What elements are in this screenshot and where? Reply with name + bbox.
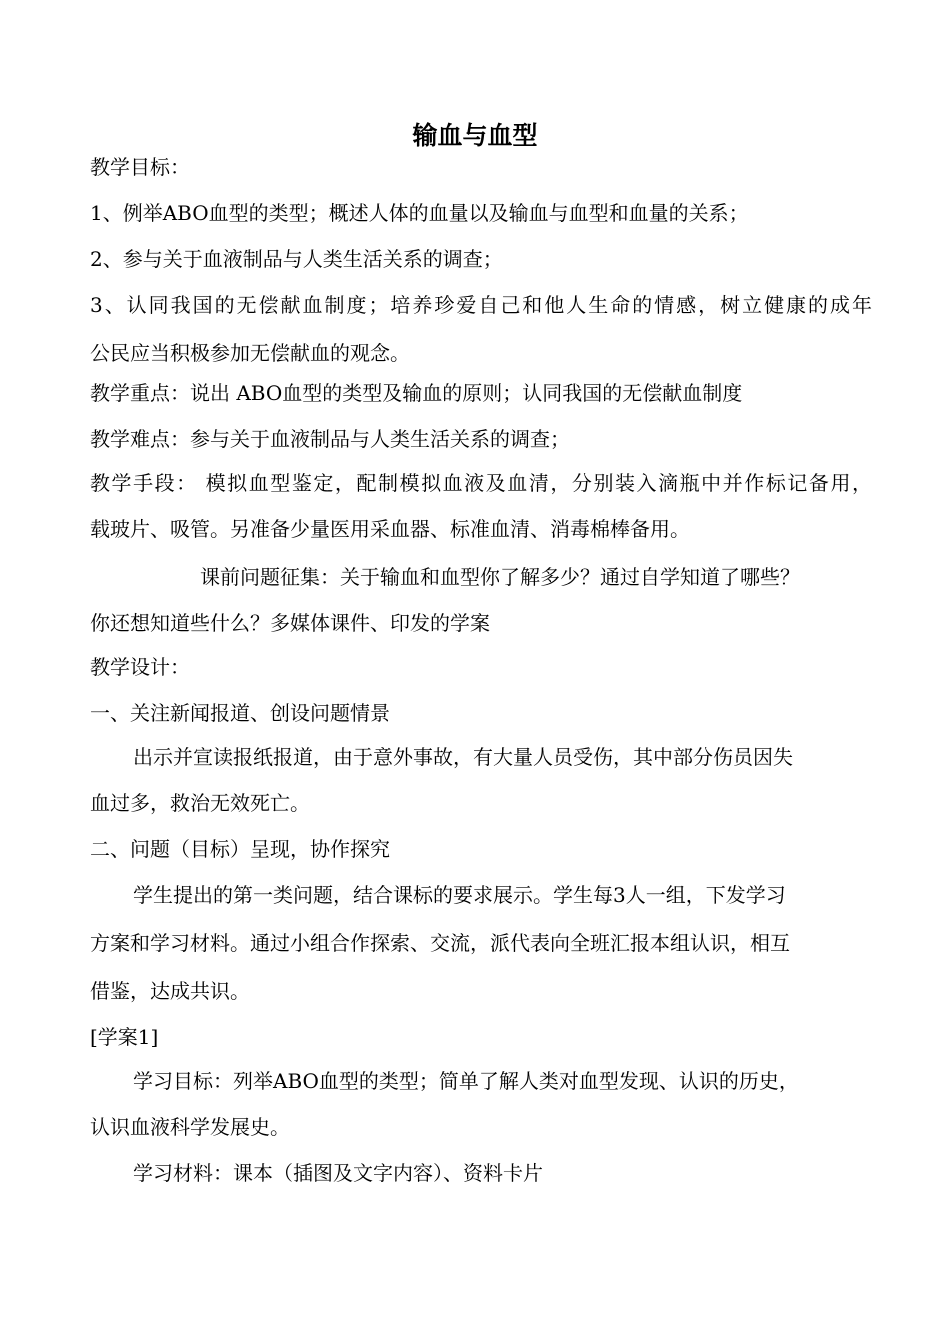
learning-goal-line-2: 认识血液科学发展史。 [90, 1115, 290, 1139]
learning-materials: 学习材料：课本（插图及文字内容）、资料卡片 [133, 1161, 543, 1185]
step-2-paragraph-line-2: 方案和学习材料。通过小组合作探索、交流，派代表向全班汇报本组认识，相互 [90, 931, 790, 955]
study-plan-1-label: [学案1] [90, 1025, 159, 1049]
pre-class-questions-line-2: 你还想知道些什么？多媒体课件、印发的学案 [90, 611, 490, 635]
key-points: 教学重点：说出 ABO血型的类型及输血的原则；认同我国的无偿献血制度 [90, 381, 743, 405]
document-title: 输血与血型 [412, 121, 538, 150]
pre-class-questions-line-1: 课前问题征集：关于输血和血型你了解多少？通过自学知道了哪些？ [200, 565, 800, 589]
step-1-heading: 一、关注新闻报道、创设问题情景 [90, 701, 390, 725]
step-1-paragraph-line-1: 出示并宣读报纸报道，由于意外事故，有大量人员受伤，其中部分伤员因失 [133, 745, 793, 769]
section-heading-design: 教学设计： [90, 655, 190, 679]
step-1-paragraph-line-2: 血过多，救治无效死亡。 [90, 791, 310, 815]
objective-3-line-2: 公民应当积极参加无偿献血的观念。 [90, 341, 410, 365]
teaching-means-line-2: 载玻片、吸管。另准备少量医用采血器、标准血清、消毒棉棒备用。 [90, 517, 690, 541]
learning-goal-line-1: 学习目标：列举ABO血型的类型；简单了解人类对血型发现、认识的历史， [133, 1069, 799, 1093]
step-2-paragraph-line-3: 借鉴，达成共识。 [90, 979, 250, 1003]
objective-1: 1、例举ABO血型的类型；概述人体的血量以及输血与血型和血量的关系； [90, 201, 749, 225]
objective-2: 2、参与关于血液制品与人类生活关系的调查； [90, 247, 503, 271]
section-heading-objectives: 教学目标： [90, 155, 190, 179]
objective-3-line-1: 3、认同我国的无偿献血制度；培养珍爱自己和他人生命的情感，树立健康的成年 [90, 293, 872, 317]
step-2-heading: 二、问题（目标）呈现，协作探究 [90, 837, 390, 861]
difficult-points: 教学难点：参与关于血液制品与人类生活关系的调查； [90, 427, 570, 451]
step-2-paragraph-line-1: 学生提出的第一类问题，结合课标的要求展示。学生每3人一组，下发学习 [133, 883, 786, 907]
teaching-means-line-1: 教学手段： 模拟血型鉴定，配制模拟血液及血清，分别装入滴瓶中并作标记备用， [90, 471, 872, 495]
